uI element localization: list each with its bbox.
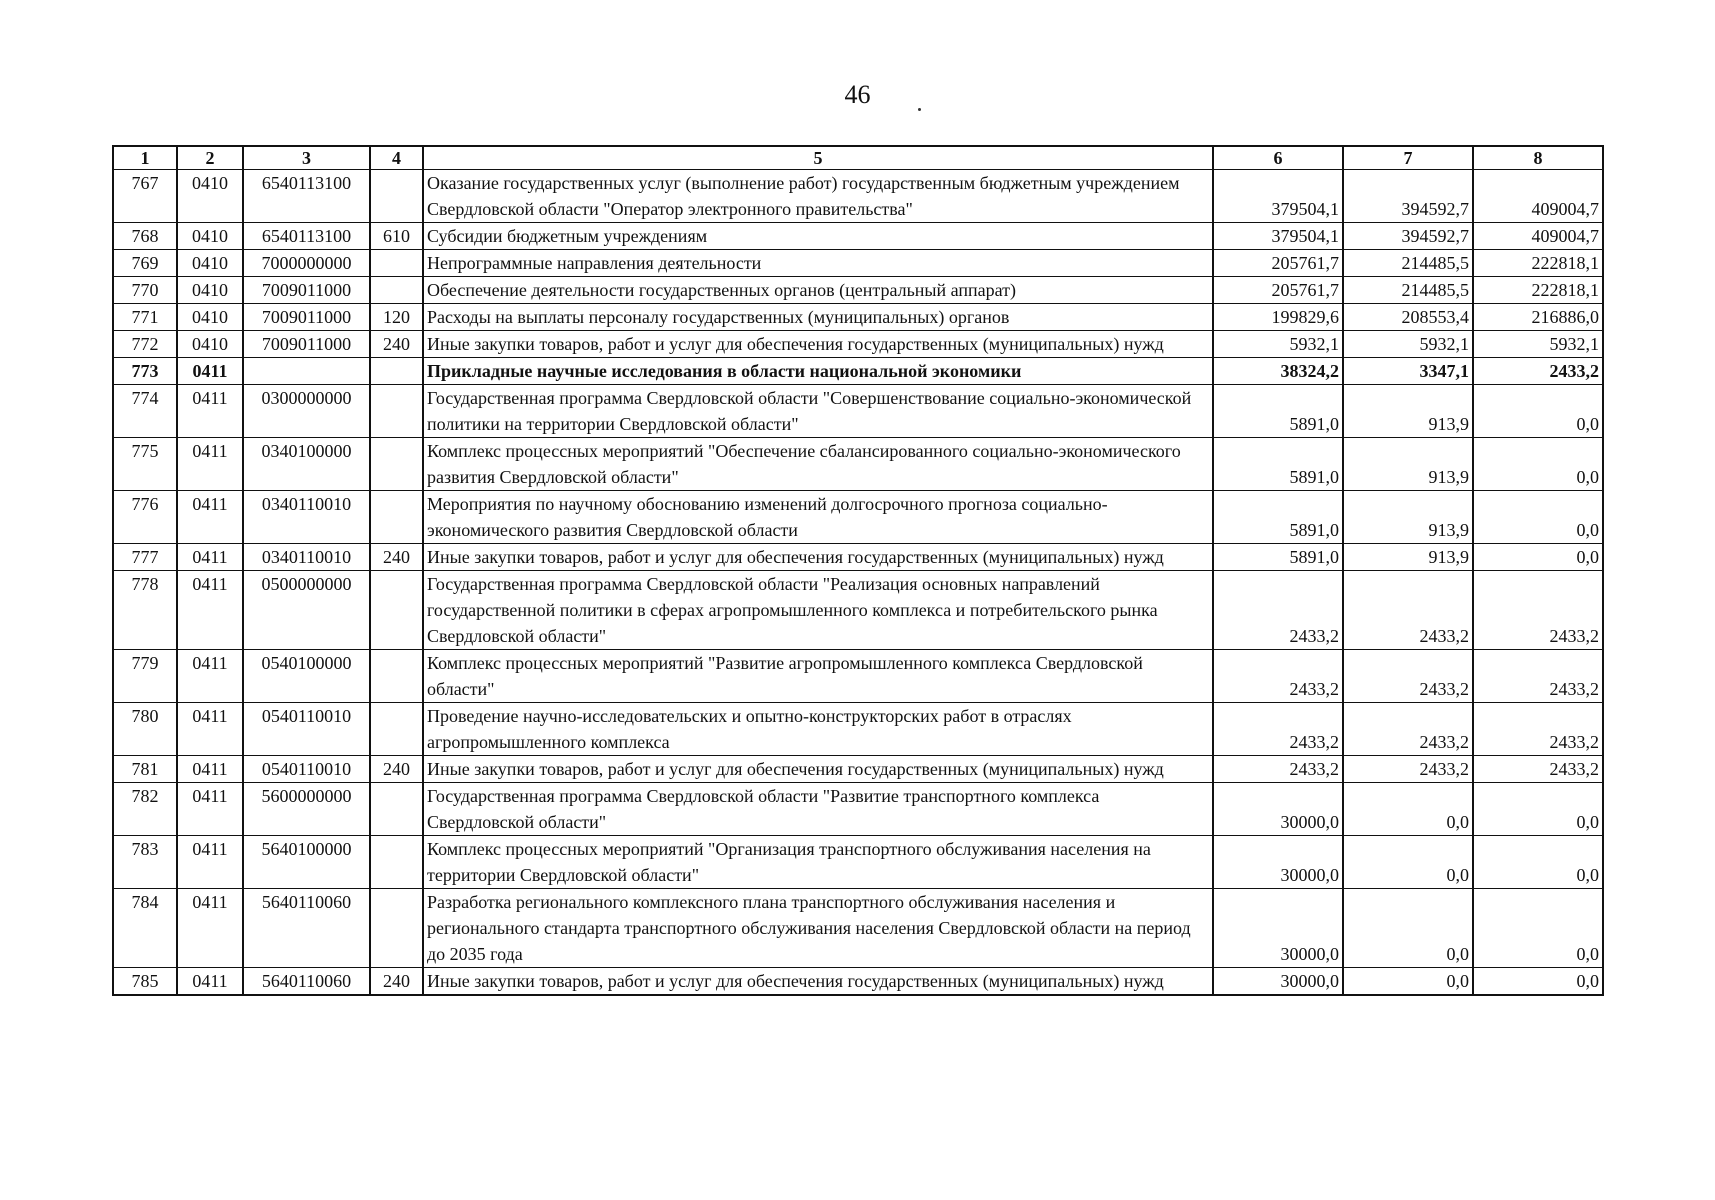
page-number: 46 [844,80,871,109]
row-number-cell: 785 [113,968,177,996]
amount-col7-cell: 913,9 [1343,544,1473,571]
section-code-cell: 0411 [177,571,243,650]
target-article-cell: 5640110060 [243,968,370,996]
amount-col7-cell: 2433,2 [1343,571,1473,650]
amount-col8-cell: 0,0 [1473,438,1603,491]
table-row [113,277,1603,304]
section-code-cell: 0410 [177,277,243,304]
section-code-cell: 0411 [177,756,243,783]
table-row [113,250,1603,277]
expense-type-cell [370,783,423,836]
header-cell: 7 [1343,146,1473,170]
item-name-cell: Расходы на выплаты персоналу государственных (муниципальных) органов [423,304,1213,331]
table-body [113,170,1603,996]
header-row [113,146,1603,170]
amount-col6-cell: 2433,2 [1213,703,1343,756]
table-row [113,968,1603,996]
target-article-cell: 0340110010 [243,544,370,571]
amount-col8-cell: 5932,1 [1473,331,1603,358]
item-name-cell: Обеспечение деятельности государственных органов (центральный аппарат) [423,277,1213,304]
section-code-cell: 0411 [177,358,243,385]
amount-col8-cell: 0,0 [1473,385,1603,438]
row-number-cell: 777 [113,544,177,571]
expense-type-cell [370,650,423,703]
item-name-cell: Проведение научно-исследовательских и опытно-конструкторских работ в отраслях агропромышленного комплекса [423,703,1213,756]
amount-col8-cell: 2433,2 [1473,571,1603,650]
amount-col7-cell: 214485,5 [1343,277,1473,304]
section-code-cell: 0411 [177,438,243,491]
header-cell: 6 [1213,146,1343,170]
amount-col6-cell: 30000,0 [1213,889,1343,968]
target-article-cell: 5600000000 [243,783,370,836]
target-article-cell: 0540110010 [243,703,370,756]
amount-col6-cell: 2433,2 [1213,571,1343,650]
item-name-cell: Мероприятия по научному обоснованию изменений долгосрочного прогноза социально-экономического развития Свердловской области [423,491,1213,544]
row-number-cell: 779 [113,650,177,703]
table-row [113,836,1603,889]
table-row [113,703,1603,756]
row-number-cell: 784 [113,889,177,968]
header-cell: 5 [423,146,1213,170]
amount-col7-cell: 214485,5 [1343,250,1473,277]
header-cell: 2 [177,146,243,170]
target-article-cell: 0540110010 [243,756,370,783]
header-cell: 3 [243,146,370,170]
amount-col8-cell: 222818,1 [1473,250,1603,277]
item-name-cell: Непрограммные направления деятельности [423,250,1213,277]
expense-type-cell [370,571,423,650]
item-name-cell: Государственная программа Свердловской области "Совершенствование социально-экономической политики на территории Свердловской области" [423,385,1213,438]
amount-col6-cell: 379504,1 [1213,223,1343,250]
expense-type-cell [370,703,423,756]
item-name-cell: Иные закупки товаров, работ и услуг для обеспечения государственных (муниципальных) нужд [423,544,1213,571]
amount-col6-cell: 5891,0 [1213,438,1343,491]
amount-col7-cell: 913,9 [1343,491,1473,544]
amount-col7-cell: 913,9 [1343,385,1473,438]
amount-col6-cell: 5932,1 [1213,331,1343,358]
amount-col7-cell: 2433,2 [1343,703,1473,756]
target-article-cell: 7009011000 [243,277,370,304]
expense-type-cell [370,385,423,438]
table-row [113,304,1603,331]
amount-col8-cell: 409004,7 [1473,170,1603,223]
table-row [113,223,1603,250]
expense-type-cell: 240 [370,331,423,358]
expense-type-cell [370,277,423,304]
target-article-cell: 7009011000 [243,331,370,358]
item-name-cell: Иные закупки товаров, работ и услуг для обеспечения государственных (муниципальных) нужд [423,968,1213,996]
expense-type-cell [370,250,423,277]
expense-type-cell: 610 [370,223,423,250]
amount-col6-cell: 5891,0 [1213,544,1343,571]
amount-col7-cell: 394592,7 [1343,170,1473,223]
header-cell: 8 [1473,146,1603,170]
amount-col7-cell: 0,0 [1343,836,1473,889]
section-code-cell: 0410 [177,170,243,223]
item-name-cell: Прикладные научные исследования в области национальной экономики [423,358,1213,385]
amount-col6-cell: 205761,7 [1213,277,1343,304]
row-number-cell: 773 [113,358,177,385]
item-name-cell: Субсидии бюджетным учреждениям [423,223,1213,250]
target-article-cell: 5640110060 [243,889,370,968]
amount-col8-cell: 409004,7 [1473,223,1603,250]
row-number-cell: 767 [113,170,177,223]
amount-col8-cell: 216886,0 [1473,304,1603,331]
amount-col6-cell: 205761,7 [1213,250,1343,277]
target-article-cell: 6540113100 [243,170,370,223]
amount-col7-cell: 5932,1 [1343,331,1473,358]
section-code-cell: 0411 [177,544,243,571]
row-number-cell: 780 [113,703,177,756]
target-article-cell: 0340110010 [243,491,370,544]
row-number-cell: 768 [113,223,177,250]
amount-col6-cell: 30000,0 [1213,836,1343,889]
expense-type-cell [370,836,423,889]
row-number-cell: 770 [113,277,177,304]
item-name-cell: Комплекс процессных мероприятий "Организация транспортного обслуживания населения на территории Свердловской области" [423,836,1213,889]
expense-type-cell [370,438,423,491]
table-row [113,783,1603,836]
section-code-cell: 0411 [177,703,243,756]
item-name-cell: Иные закупки товаров, работ и услуг для обеспечения государственных (муниципальных) нужд [423,331,1213,358]
target-article-cell: 6540113100 [243,223,370,250]
amount-col6-cell: 199829,6 [1213,304,1343,331]
target-article-cell: 0540100000 [243,650,370,703]
item-name-cell: Государственная программа Свердловской области "Реализация основных направлений государственной политики в сферах агропромышленного комплекса и потребительского рынка Свердловской области" [423,571,1213,650]
section-code-cell: 0411 [177,968,243,996]
section-code-cell: 0411 [177,783,243,836]
table-row [113,571,1603,650]
item-name-cell: Разработка регионального комплексного плана транспортного обслуживания населения и регионального стандарта транспортного обслуживания населения Свердловской области на период до 2035 года [423,889,1213,968]
amount-col7-cell: 0,0 [1343,968,1473,996]
table-row [113,331,1603,358]
header-cell: 4 [370,146,423,170]
expense-type-cell: 240 [370,968,423,996]
row-number-cell: 776 [113,491,177,544]
amount-col6-cell: 5891,0 [1213,385,1343,438]
target-article-cell: 7009011000 [243,304,370,331]
amount-col7-cell: 394592,7 [1343,223,1473,250]
item-name-cell: Государственная программа Свердловской области "Развитие транспортного комплекса Свердловской области" [423,783,1213,836]
amount-col8-cell: 2433,2 [1473,650,1603,703]
expense-type-cell [370,889,423,968]
table-row [113,491,1603,544]
table-row [113,544,1603,571]
table-row [113,889,1603,968]
amount-col7-cell: 3347,1 [1343,358,1473,385]
section-code-cell: 0411 [177,491,243,544]
table-row [113,358,1603,385]
amount-col8-cell: 2433,2 [1473,756,1603,783]
scan-speck [918,108,921,111]
amount-col8-cell: 0,0 [1473,544,1603,571]
expense-type-cell: 120 [370,304,423,331]
target-article-cell: 5640100000 [243,836,370,889]
target-article-cell [243,358,370,385]
section-code-cell: 0410 [177,250,243,277]
target-article-cell: 0300000000 [243,385,370,438]
section-code-cell: 0411 [177,889,243,968]
amount-col7-cell: 0,0 [1343,783,1473,836]
expense-type-cell: 240 [370,544,423,571]
amount-col6-cell: 38324,2 [1213,358,1343,385]
section-code-cell: 0411 [177,836,243,889]
row-number-cell: 781 [113,756,177,783]
amount-col6-cell: 30000,0 [1213,783,1343,836]
section-code-cell: 0411 [177,650,243,703]
amount-col6-cell: 2433,2 [1213,650,1343,703]
row-number-cell: 783 [113,836,177,889]
amount-col6-cell: 2433,2 [1213,756,1343,783]
target-article-cell: 0500000000 [243,571,370,650]
amount-col7-cell: 208553,4 [1343,304,1473,331]
row-number-cell: 775 [113,438,177,491]
amount-col8-cell: 2433,2 [1473,703,1603,756]
amount-col6-cell: 379504,1 [1213,170,1343,223]
row-number-cell: 769 [113,250,177,277]
expense-type-cell [370,358,423,385]
row-number-cell: 778 [113,571,177,650]
budget-table [112,145,1604,996]
section-code-cell: 0410 [177,223,243,250]
amount-col8-cell: 0,0 [1473,968,1603,996]
item-name-cell: Оказание государственных услуг (выполнение работ) государственным бюджетным учреждением Свердловской области "Оператор электронного правительства" [423,170,1213,223]
row-number-cell: 772 [113,331,177,358]
row-number-cell: 782 [113,783,177,836]
expense-type-cell: 240 [370,756,423,783]
amount-col8-cell: 0,0 [1473,836,1603,889]
item-name-cell: Иные закупки товаров, работ и услуг для обеспечения государственных (муниципальных) нужд [423,756,1213,783]
amount-col7-cell: 2433,2 [1343,650,1473,703]
amount-col8-cell: 0,0 [1473,783,1603,836]
amount-col7-cell: 2433,2 [1343,756,1473,783]
table-row [113,170,1603,223]
row-number-cell: 771 [113,304,177,331]
target-article-cell: 7000000000 [243,250,370,277]
target-article-cell: 0340100000 [243,438,370,491]
amount-col8-cell: 222818,1 [1473,277,1603,304]
row-number-cell: 774 [113,385,177,438]
amount-col6-cell: 30000,0 [1213,968,1343,996]
section-code-cell: 0410 [177,331,243,358]
amount-col6-cell: 5891,0 [1213,491,1343,544]
amount-col7-cell: 0,0 [1343,889,1473,968]
item-name-cell: Комплекс процессных мероприятий "Развитие агропромышленного комплекса Свердловской области" [423,650,1213,703]
expense-type-cell [370,170,423,223]
section-code-cell: 0411 [177,385,243,438]
expense-type-cell [370,491,423,544]
table-row [113,385,1603,438]
header-cell: 1 [113,146,177,170]
table-row [113,438,1603,491]
amount-col8-cell: 0,0 [1473,889,1603,968]
table-row [113,756,1603,783]
table-row [113,650,1603,703]
item-name-cell: Комплекс процессных мероприятий "Обеспечение сбалансированного социально-экономического развития Свердловской области" [423,438,1213,491]
amount-col8-cell: 0,0 [1473,491,1603,544]
amount-col7-cell: 913,9 [1343,438,1473,491]
section-code-cell: 0410 [177,304,243,331]
amount-col8-cell: 2433,2 [1473,358,1603,385]
